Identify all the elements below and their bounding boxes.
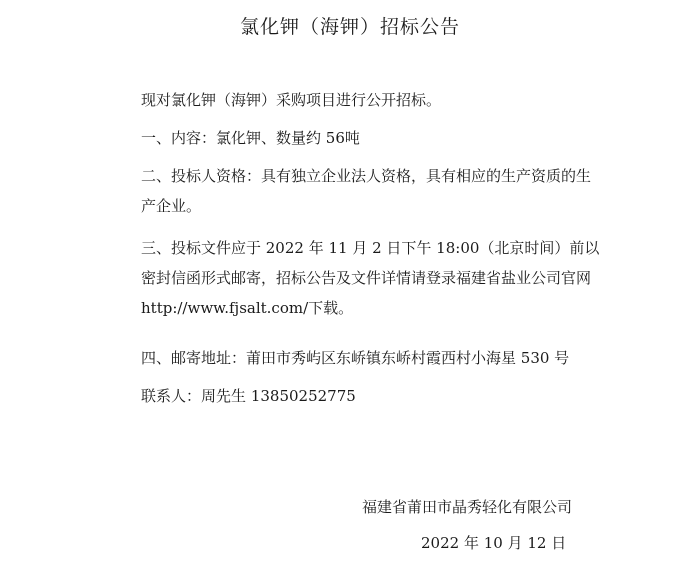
document-title: 氯化钾（海钾）招标公告	[239, 16, 460, 38]
contact-line	[107, 381, 603, 411]
item-content: 一、内容：氯化钾、数量约 56吨	[141, 129, 360, 147]
intro-paragraph: 现对氯化钾（海钾）采购项目进行公开招标。	[141, 91, 442, 109]
issue-date: 2022 年 10 月 12 日	[421, 534, 567, 552]
item-bidder-qualification: 二、投标人资格：具有独立企业法人资格，具有相应的生产资质的生产企业。	[141, 167, 592, 215]
contact-name: 周先生	[201, 387, 247, 405]
contact-phone: 13850252775	[250, 387, 356, 405]
issuer-company: 福建省莆田市晶秀轻化有限公司	[362, 498, 573, 516]
item-mailing-address: 四、邮寄地址：莆田市秀屿区东峤镇东峤村霞西村小海星 530 号	[141, 349, 570, 367]
item-bid-deadline: 三、投标文件应于 2022 年 11 月 2 日下午 18:00（北京时间）前以密封信函形式邮寄，招标公告及文件详情请登录福建省盐业公司官网 http://www.fjsalt.com/下载。	[141, 239, 600, 317]
contact-label: 联系人：	[141, 387, 202, 405]
